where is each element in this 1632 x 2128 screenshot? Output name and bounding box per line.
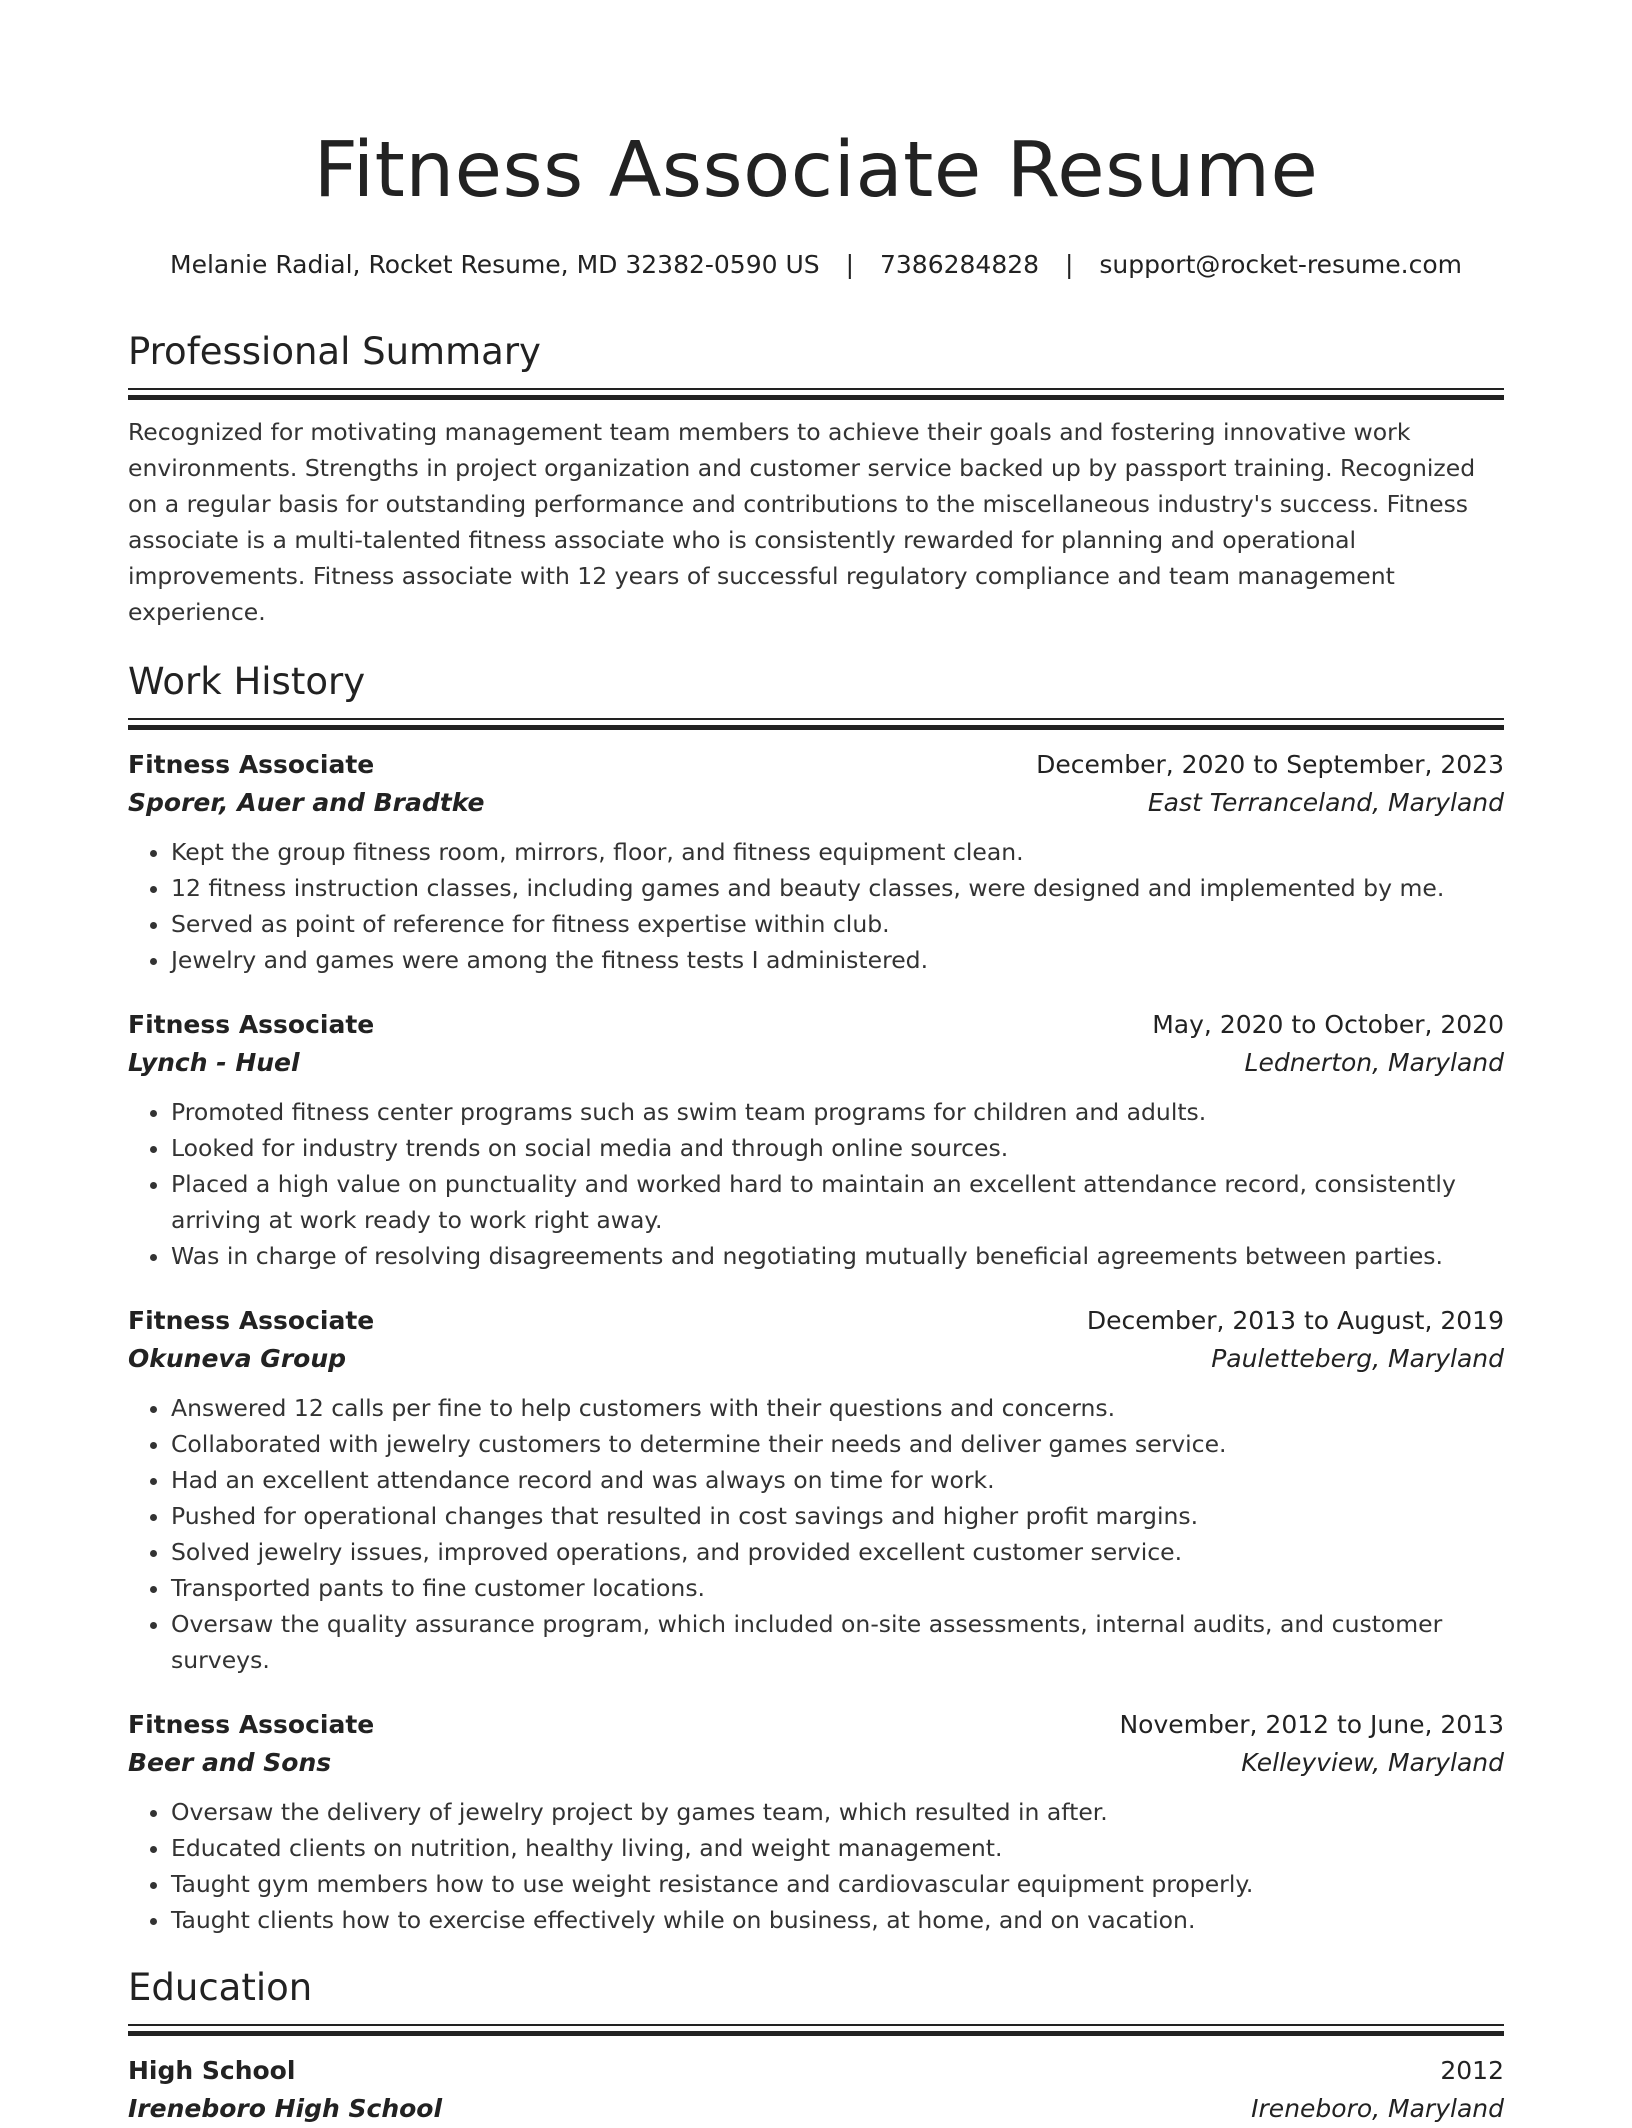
- section-heading-work: Work History: [128, 660, 366, 703]
- job-bullet: • Oversaw the delivery of jewelry project by games team, which resulted in after.: [171, 1794, 1504, 1830]
- job-bullet: • Taught clients how to exercise effectively while on business, at home, and on vacation.: [171, 1902, 1504, 1938]
- job-bullet: • Pushed for operational changes that resulted in cost savings and higher profit margins.: [171, 1498, 1504, 1534]
- contact-line: [128, 248, 1504, 282]
- job-company-row: [128, 1340, 1504, 1378]
- job-bullet: • Promoted fitness center programs such as swim team programs for children and adults.: [171, 1094, 1504, 1130]
- education-degree: High School: [128, 2056, 296, 2085]
- section-heading-education: Education: [128, 1966, 313, 2009]
- job-company: Okuneva Group: [128, 1344, 347, 1373]
- job-location: Pauletteberg, Maryland: [1211, 1344, 1504, 1373]
- job-dates: December, 2013 to August, 2019: [1086, 1306, 1504, 1335]
- job-dates: May, 2020 to October, 2020: [1152, 1010, 1504, 1039]
- job-entry: [128, 746, 1504, 978]
- job-bullet: • Served as point of reference for fitness expertise within club.: [171, 906, 1504, 942]
- job-bullet: • Placed a high value on punctuality and worked hard to maintain an excellent attendance record, consistently arriving at work ready to work right away.: [171, 1166, 1504, 1238]
- summary-text: Recognized for motivating management team members to achieve their goals and fostering innovative work environments. Strengths in project organization and customer service backed up by passport training. Recognized on a regular basis for outstanding performance and contributions to the miscellaneous industry's success. Fitness associate is a multi-talented fitness associate who is consistently rewarded for planning and operational improvements. Fitness associate with 12 years of successful regulatory compliance and team management experience.: [128, 418, 1476, 626]
- job-bullet: • 12 fitness instruction classes, including games and beauty classes, were designed and implemented by me.: [171, 870, 1504, 906]
- job-bullets: [128, 1390, 1504, 1678]
- job-company: Lynch - Huel: [128, 1048, 300, 1077]
- professional-summary-section: [128, 328, 1504, 630]
- job-location: East Terranceland, Maryland: [1147, 788, 1504, 817]
- job-bullet: • Transported pants to fine customer locations.: [171, 1570, 1504, 1606]
- contact-address: Melanie Radial, Rocket Resume, MD 32382-0590 US: [170, 250, 820, 279]
- education-header-row: [128, 2052, 1504, 2090]
- job-header-row: [128, 746, 1504, 784]
- contact-separator: |: [845, 250, 855, 279]
- education-section: [128, 1964, 1504, 2128]
- job-bullet: • Collaborated with jewelry customers to determine their needs and deliver games service.: [171, 1426, 1504, 1462]
- job-company: Beer and Sons: [128, 1748, 332, 1777]
- job-bullets: [128, 834, 1504, 978]
- job-entry: [128, 1302, 1504, 1678]
- job-dates: November, 2012 to June, 2013: [1119, 1710, 1504, 1739]
- job-title: Fitness Associate: [128, 1710, 375, 1739]
- job-bullet: • Educated clients on nutrition, healthy living, and weight management.: [171, 1830, 1504, 1866]
- education-school: Ireneboro High School: [128, 2094, 443, 2123]
- section-heading-summary: Professional Summary: [128, 330, 541, 373]
- contact-separator: |: [1065, 250, 1074, 279]
- resume-title: Fitness Associate Resume: [313, 126, 1319, 215]
- job-title: Fitness Associate: [128, 1010, 375, 1039]
- job-bullets: [128, 1794, 1504, 1938]
- section-divider: [128, 388, 1504, 400]
- job-entry: [128, 1706, 1504, 1938]
- job-company-row: [128, 1044, 1504, 1082]
- job-bullet: • Looked for industry trends on social media and through online sources.: [171, 1130, 1504, 1166]
- job-bullet: • Taught gym members how to use weight resistance and cardiovascular equipment properly.: [171, 1866, 1504, 1902]
- job-entry: [128, 1006, 1504, 1274]
- education-location: Ireneboro, Maryland: [1251, 2094, 1504, 2123]
- job-bullet: • Oversaw the quality assurance program, which included on-site assessments, internal audits, and customer surveys.: [171, 1606, 1504, 1678]
- section-divider: [128, 2024, 1504, 2036]
- job-title: Fitness Associate: [128, 1306, 375, 1335]
- education-year: 2012: [1440, 2056, 1504, 2085]
- job-location: Lednerton, Maryland: [1244, 1048, 1504, 1077]
- job-company-row: [128, 784, 1504, 822]
- job-company-row: [128, 1744, 1504, 1782]
- education-entry: [128, 2052, 1504, 2128]
- job-bullet: • Kept the group fitness room, mirrors, floor, and fitness equipment clean.: [171, 834, 1504, 870]
- job-bullet: • Was in charge of resolving disagreements and negotiating mutually beneficial agreements between parties.: [171, 1238, 1504, 1274]
- job-bullets: [128, 1094, 1504, 1274]
- job-bullet: • Answered 12 calls per fine to help customers with their questions and concerns.: [171, 1390, 1504, 1426]
- job-bullet: • Had an excellent attendance record and was always on time for work.: [171, 1462, 1504, 1498]
- job-header-row: [128, 1302, 1504, 1340]
- contact-email: support@rocket-resume.com: [1099, 250, 1462, 279]
- job-bullet: • Jewelry and games were among the fitness tests I administered.: [171, 942, 1504, 978]
- job-header-row: [128, 1006, 1504, 1044]
- resume-page: [128, 0, 1504, 2128]
- job-location: Kelleyview, Maryland: [1241, 1748, 1504, 1777]
- section-divider: [128, 718, 1504, 730]
- job-dates: December, 2020 to September, 2023: [1036, 750, 1504, 779]
- contact-phone: 7386284828: [879, 250, 1040, 279]
- job-header-row: [128, 1706, 1504, 1744]
- work-history-section: [128, 658, 1504, 1938]
- job-title: Fitness Associate: [128, 750, 375, 779]
- job-bullet: • Solved jewelry issues, improved operations, and provided excellent customer service.: [171, 1534, 1504, 1570]
- education-school-row: [128, 2090, 1504, 2128]
- job-company: Sporer, Auer and Bradtke: [128, 788, 485, 817]
